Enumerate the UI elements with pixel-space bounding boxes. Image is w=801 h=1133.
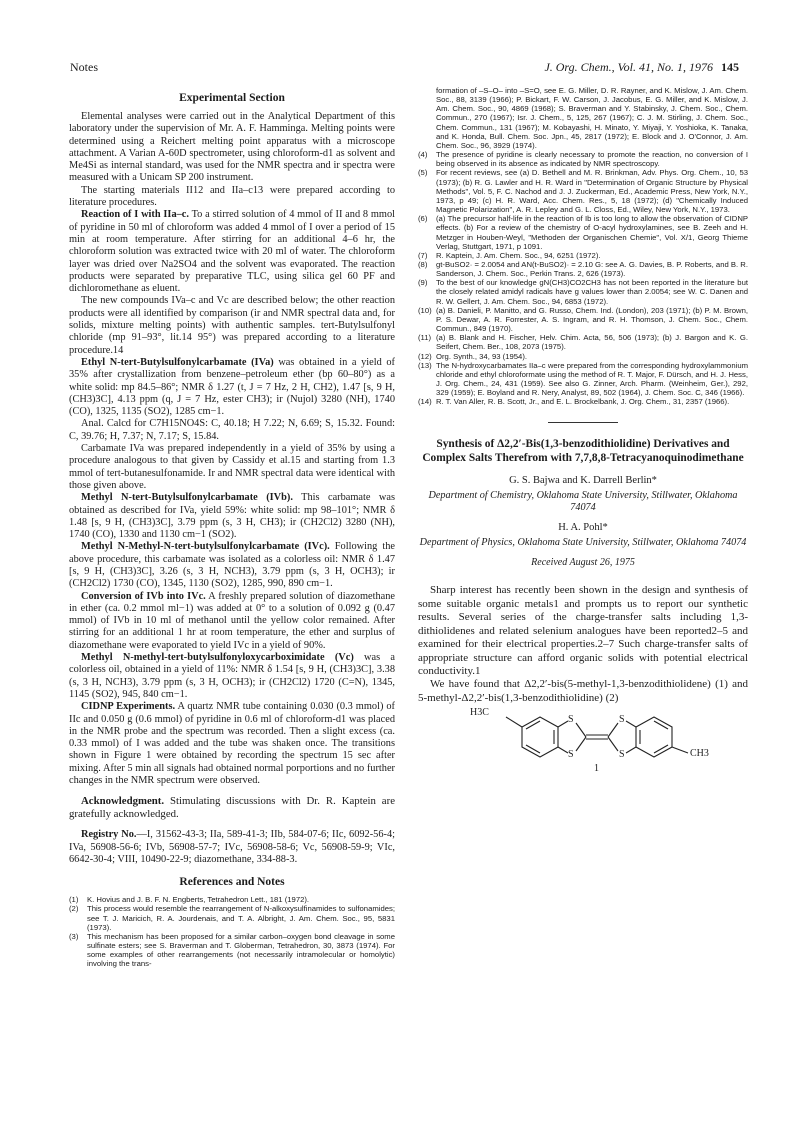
authors: G. S. Bajwa and K. Darrell Berlin* — [509, 475, 657, 487]
paragraph-text: This carbamate was obtained as described for IVa, yield 59%: white solid: mp 98–101°; NMR δ 1.48 [s, 9 H, (CH3)3C], 3.79 ppm (s, 3 H, CH3); ir (CH2Cl2) 3280 (NH), 1740 (CO), 1330 and 1130 cm−1 (SO2). — [69, 492, 395, 541]
run-in-heading: Acknowledgment. — [81, 795, 165, 808]
left-column — [69, 86, 395, 968]
sulfur-atom: S — [619, 714, 625, 726]
paragraph — [69, 541, 395, 590]
reference-text: To the best of our knowledge gN(CH3)CO2CH3 has not been reported in the literature but the closely related amidyl radicals have g values lower than 2.0054; see W. C. Danen and R. W. Gellert, J. Am. Chem. Soc., 94, 6853 (1972). — [436, 278, 748, 306]
paragraph — [69, 701, 395, 787]
reference-item — [418, 260, 748, 278]
reference-number: (5) — [418, 168, 428, 178]
running-head-journal — [544, 60, 739, 75]
methyl-label-right: CH3 — [690, 748, 709, 760]
run-in-heading: Reaction of I with IIa–c. — [81, 209, 189, 221]
reference-item — [418, 352, 748, 361]
reference-number: (4) — [418, 150, 428, 160]
journal-citation: J. Org. Chem., Vol. 41, No. 1, 1976 — [544, 60, 713, 74]
reference-number: (8) — [418, 259, 428, 269]
run-in-heading: CIDNP Experiments. — [81, 701, 176, 713]
reference-text: The N-hydroxycarbamates IIa–c were prepared from the corresponding hydroxylammonium chloride and ethyl chloroformate using the method of R. T. Major, F. Dürsch, and H. J. Hess, J. Org. Chem., 24, 431 (1959). See also G. Zinner, Arch. Pharm. (Weinheim, Ger.), 292, 329 (1959); E. Boyland and R. Nery, Analyst, 89, 502 (1964), J. Chem. Soc. C, 346 (1966). — [436, 360, 748, 398]
affiliation: Department of Chemistry, Oklahoma State University, Stillwater, Oklahoma 74074 — [428, 490, 738, 514]
reference-item — [69, 904, 395, 931]
reference-number: (7) — [418, 250, 428, 260]
paragraph — [69, 492, 395, 541]
reference-list — [69, 895, 395, 968]
reference-item — [418, 150, 748, 168]
paragraph: We have found that Δ2,2′-bis(5-methyl-1,3-benzodithiolidene) (1) and 5-methyl-Δ2,2′-bis(1,3-benzodithiolidine) (2) — [418, 678, 748, 704]
affiliation: Department of Physics, Oklahoma State University, Stillwater, Oklahoma 74074 — [419, 537, 747, 549]
reference-number: (2) — [69, 904, 79, 914]
reference-item — [418, 333, 748, 351]
reference-item — [69, 932, 395, 969]
paragraph — [69, 591, 395, 652]
right-column — [418, 86, 748, 779]
reference-text: This process would resemble the rearrangement of N-alkoxysulfinamides to sulfonamides; see T. J. Maricich, R. A. Jourdenais, and T. A. Albright, J. Am. Chem. Soc., 95, 5831 (1973). — [87, 904, 395, 932]
section-divider — [548, 422, 618, 423]
reference-text: (a) B. Danieli, P. Manitto, and G. Russo, Chem. Ind. (London), 203 (1971); (b) P. M. Brown, P. S. Dewar, A. R. Forrester, A. S. Ingram, and R. H. Thomson, J. Chem. Soc., Chem. Commun., 849 (1970). — [436, 305, 748, 334]
paragraph-text: was a colorless oil, obtained in a yield of 11%: NMR δ 1.54 [s, 9 H, (CH3)3C], 3.38 (s, 3 H, NCH3), 3.79 ppm (s, 3 H, OCH3); ir (CH2Cl2) 1720 (C=N), 1345, 1145 (SO2), 945, 840 cm−1. — [69, 652, 395, 700]
run-in-heading: Methyl N-tert-Butylsulfonylcarbamate (IVb). — [81, 492, 293, 504]
reference-number: (6) — [418, 214, 428, 224]
paragraph-text: A freshly prepared solution of diazomethane in ether (ca. 0.2 mmol ml−1) was added at 0° to a solution of 0.092 g (0.47 mmol) of IVb in 10 ml of methanol until the yellow color remained. After stirring for an additional 1 hr at room temperature, the ether and surplus of diazomethane were evaporated to yield IVc in a yield of 90%. — [69, 590, 395, 651]
article-title: Synthesis of Δ2,2′-Bis(1,3-benzodithiolidine) Derivatives and Complex Salts Therefrom with 7,7,8,8-Tetracyanoquinodimethane — [422, 438, 744, 465]
paragraph-text: was obtained in a yield of 35% after crystallization from benzene–petroleum ether (bp 60–80°) as a white solid: mp 84.5–86°; NMR δ 1.27 (t, J = 7 Hz, 2 H, CH2), 1.47 [s, 9 H, (CH3)3C], 4.13 ppm (q, J = 7 Hz, ester CH3); ir (Nujol) 3280 (NH), 1740 (CO), 1325, 1135 (SO2), 1285 cm−1. — [69, 356, 396, 418]
reference-item — [418, 86, 748, 150]
reference-number: (13) — [418, 360, 432, 370]
reference-text: Org. Synth., 34, 93 (1954). — [436, 351, 528, 361]
reference-text: This mechanism has been proposed for a similar carbon–oxygen bond cleavage in some sulfinate esters; see S. Braverman and T. Globerman, Tetrahedron, 30, 3873 (1974). For some examples of other rearrangements (not necessarily intramolecular or homolytic) involving the trans- — [87, 931, 395, 969]
sulfur-atom: S — [568, 749, 574, 761]
paragraph-text: Following the above procedure, this carbamate was isolated as a colorless oil: NMR δ 1.47 [s, 9 H, (CH3)3C], 3.26 (s, 3 H, NCH3), 3.79 ppm (s, 3 H, OCH3); ir (CH2Cl2) 1730 (CO), 1345, 1130 (SO2), 1285, 990, 890 cm−1. — [69, 541, 395, 590]
chemical-structure-1 — [418, 705, 748, 779]
reference-number — [418, 86, 436, 150]
paragraph: Anal. Calcd for C7H15NO4S: C, 40.18; H 7.22; N, 6.69; S, 15.32. Found: C, 39.76; H, 7.37; N, 7.17; S, 15.84. — [69, 418, 395, 442]
reference-number: (9) — [418, 278, 428, 288]
compound-number: 1 — [594, 763, 599, 775]
paragraph: The starting materials II12 and IIa–c13 were prepared according to literature procedures. — [69, 184, 395, 209]
reference-item — [418, 397, 748, 406]
paragraph: Carbamate IVa was prepared independently in a yield of 35% by using a procedure analogous to that given by Cassidy et al.15 and starting from 1.3 mmol of tert-butanesulfonamide. Ir and NMR spectral data were identical with those given above. — [69, 443, 396, 491]
reference-text: R. Kaptein, J. Am. Chem. Soc., 94, 6251 (1972). — [436, 250, 601, 260]
reference-item — [418, 251, 748, 260]
paragraph-text: —I, 31562-43-3; IIa, 589-41-3; IIb, 584-07-6; IIc, 6092-56-4; IVa, 56908-56-6; IVb, 56908-57-7; IVc, 56908-58-6; Vc, 56908-59-9; VIc, 6642-30-4; VIII, 10490-22-9; diazomethane, 334-88-3. — [69, 829, 395, 865]
paragraph: Sharp interest has recently been shown in the design and synthesis of some suitable organic metals1 and prompts us to report our synthetic results. Several series of the charge-transfer salts including 1,3-dithiolidenes and related selenium analogues have been reported2–5 and examined for their electrical properties.2–7 Such charge-transfer salts of appropriate structure can afford organic solids with potential electrical conductivity.1 — [418, 584, 748, 677]
reference-number: (12) — [418, 351, 432, 361]
reference-text: The presence of pyridine is clearly necessary to promote the reaction, no conversion of I being observed in its absence as indicated by NMR spectroscopy. — [436, 150, 748, 169]
received-date: Received August 26, 1975 — [531, 557, 635, 569]
reference-text: formation of –S–O– into –S=O, see E. G. Miller, D. R. Rayner, and K. Mislow, J. Am. Chem. Soc., 88, 3139 (1966); P. Bickart, F. W. Carson, J. Jacobus, E. G. Miller, and K. Mislow, J. Am. Chem. Soc., 90, 4869 (1968); S. Braverman and Y. Stabinsky, J. Chem. Soc., Chem. Commun., 270 (1967); Isr. J. Chem., 5, 125, 267 (1967); C. J. M. Stirling, J. Chem. Soc., Chem. Commun., 131 (1967); M. Kobayashi, H. Minato, Y. Miyaji, Y. Yoshioka, K. Tanaka, and K. Honda, Bull. Chem. Soc. Jpn., 45, 2817 (1972); E. Block and J. O'Connor, J. Am. Chem. Soc., 96, 3929 (1974). — [436, 86, 748, 150]
paragraph: Elemental analyses were carried out in the Analytical Department of this laboratory under the supervision of Mr. A. F. Hamminga. Melting points were determined using a Reichert melting point apparatus with a microscope attachment. A Varian A-60D spectrometer, using chloroform-d1 as solvent and Me4Si as internal standard, was used for the NMR spectra and ir spectra were measured with a Unicam SP 200 instrument. — [69, 111, 395, 184]
paragraph — [69, 652, 395, 701]
reference-text: K. Hovius and J. B. F. N. Engberts, Tetrahedron Lett., 181 (1972). — [87, 895, 310, 905]
reference-number: (10) — [418, 305, 432, 315]
reference-number: (14) — [418, 397, 432, 407]
reference-list-continued — [418, 86, 748, 406]
references-heading: References and Notes — [179, 876, 285, 889]
sulfur-atom: S — [619, 749, 625, 761]
paragraph-text: To a stirred solution of 4 mmol of II and 8 mmol of pyridine in 50 ml of chloroform was added 4 mmol of I over a period of 15 min at room temperature. After stirring for an additional 4–6 hr, the chloroform solution was extracted twice with 20 ml of water. The chloroform layer was dried over Na2SO4 and the solvent was evaporated. The reaction products were separated by preparative TLC, using silica gel 60 PF and dichloromethane as eluent. — [69, 209, 395, 295]
acknowledgment — [69, 795, 395, 821]
sulfur-atom: S — [568, 714, 574, 726]
reference-item — [418, 168, 748, 214]
paragraph: The new compounds IVa–c and Vc are described below; the other reaction products were all identified by comparison (ir and NMR spectral data and, for solids, mixture melting points) with authentic samples. tert-Butylsulfonyl chloride (mp 91–93°, lit.14 95°) was prepared according to a literature procedure.14 — [69, 295, 395, 356]
reference-number: (11) — [418, 333, 432, 343]
reference-text: (a) B. Blank and H. Fischer, Helv. Chim. Acta, 56, 506 (1973); (b) J. Bargon and K. G. Seifert, Chem. Ber., 108, 2073 (1975). — [436, 333, 748, 352]
methyl-label-left: H3C — [470, 707, 489, 719]
reference-text: R. T. Van Aller, R. B. Scott, Jr., and E. L. Brockelbank, J. Org. Chem., 31, 2357 (1966). — [436, 397, 730, 407]
reference-text: (a) The precursor half-life in the reaction of Ib is too long to allow the observation of CIDNP effects. (b) For a review of the chemistry of O-acyl hydroxylamines, see B. Zeeh and H. Metzger in Houben-Weyl, "Methoden der Organischen Chemie", Vol. X/1, Georg Thieme Verlag, Stuttgart, 1971, p 1091. — [436, 214, 748, 251]
paragraph-text: Stimulating discussions with Dr. R. Kaptein are gratefully acknowledged. — [69, 795, 395, 821]
reference-text: gt-BuSO2· = 2.0054 and AN(t-BuSO2)· = 2.10 G: see A. G. Davies, B. P. Roberts, and B. R. Sanderson, J. Chem. Soc., Perkin Trans. 2, 626 (1973). — [436, 259, 748, 279]
reference-item — [418, 278, 748, 305]
running-head-section: Notes — [70, 60, 98, 74]
reference-item — [418, 214, 748, 251]
run-in-heading: Conversion of IVb into IVc. — [81, 590, 206, 602]
reference-text: For recent reviews, see (a) D. Bethell and M. R. Brinkman, Adv. Phys. Org. Chem., 10, 53 (1973); (b) R. G. Lawler and H. R. Ward in "Determination of Organic Structure by Physical Methods", Vol. 5, F. C. Nachod and J. J. Zuckerman, Ed., Academic Press, New York, N.Y., 1973, p 49; (c) H. R. Ward, Acc. Chem. Res., 5, 18 (1972); (d) "Chemically Induced Magnetic Polarization", A. R. Lepley and G. L. Closs, Ed., Wiley, New York, N.Y., 1973. — [436, 168, 748, 215]
reference-item — [69, 895, 395, 904]
structure-drawing — [418, 705, 748, 779]
paragraph — [69, 357, 395, 418]
page-number: 145 — [721, 60, 739, 74]
run-in-heading: Registry No. — [81, 829, 137, 841]
reference-number: (1) — [69, 895, 79, 905]
reference-item — [418, 361, 748, 398]
run-in-heading: Methyl N-Methyl-N-tert-butylsulfonylcarbamate (IVc). — [81, 541, 330, 553]
experimental-heading: Experimental Section — [179, 92, 285, 104]
reference-number: (3) — [69, 931, 79, 941]
reference-item — [418, 306, 748, 333]
run-in-heading: Ethyl N-tert-Butylsulfonylcarbamate (IVa) — [81, 356, 274, 368]
registry-numbers — [69, 829, 395, 866]
paragraph — [69, 209, 395, 295]
paragraph-text: A quartz NMR tube containing 0.030 (0.3 mmol) of IIc and 0.050 g (0.6 mmol) of pyridine in 0.6 ml of chloroform-d1 was placed in the NMR probe and the spectrum was recorded. Then a slight excess (ca. 0.33 mmol) of I was added and the tube was shaken once. The transitions shown in Figure 1 were obtained by recording the spectrum 15 sec after mixing. After 5 min all signals had obtained normal porportions and no further changes in the NMR spectrum were observed. — [69, 701, 395, 787]
run-in-heading: Methyl N-methyl-tert-butylsulfonyloxycarboximidate (Vc) — [81, 652, 354, 664]
authors: H. A. Pohl* — [558, 522, 608, 534]
